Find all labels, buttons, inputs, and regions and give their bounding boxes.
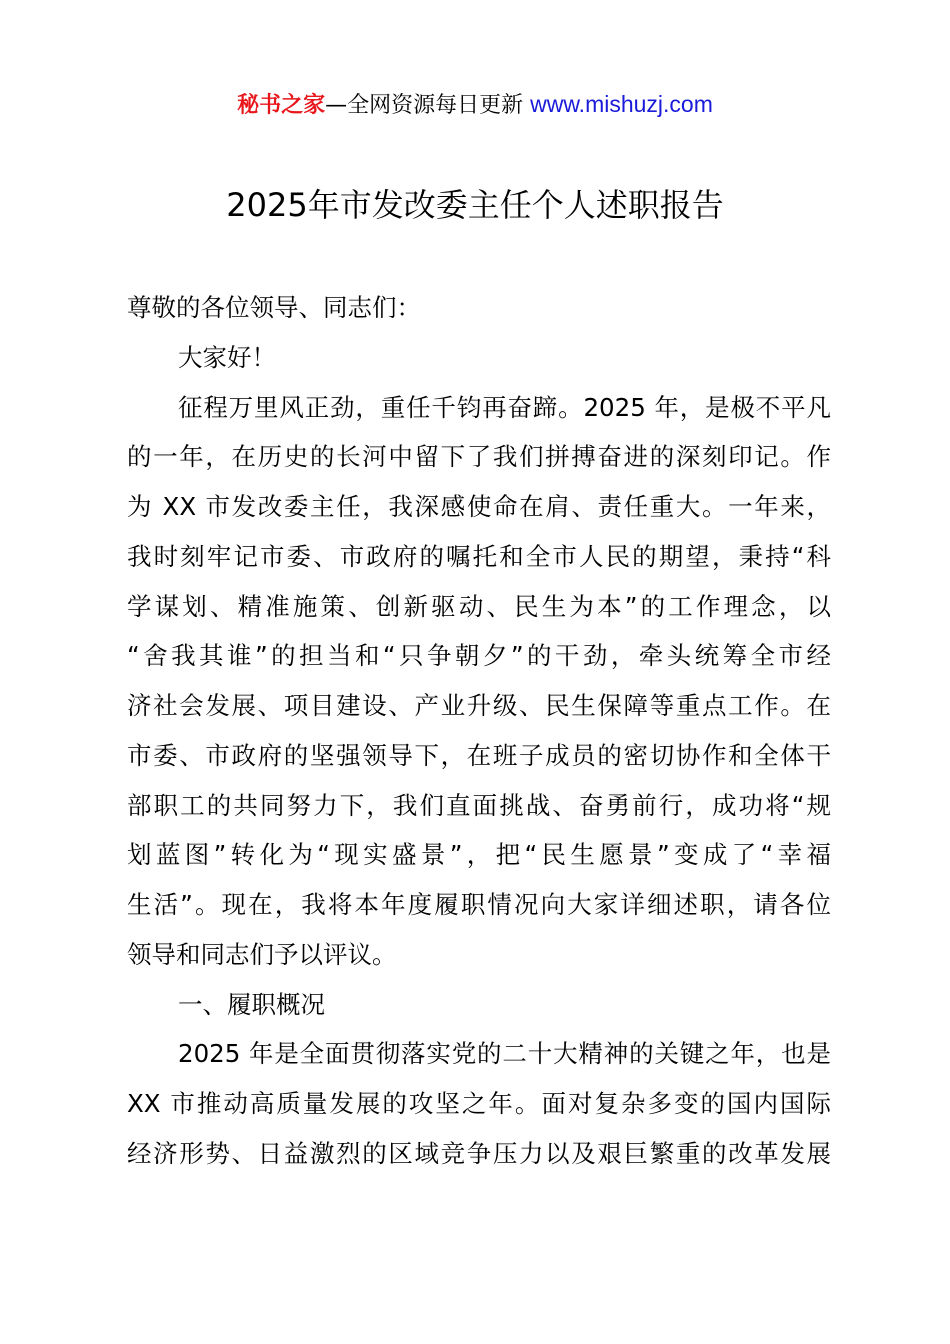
watermark-header [0, 88, 950, 122]
text-line: 济社会发展、项目建设、产业升级、民生保障等重点工作。在 [127, 691, 831, 720]
text-line: 学谋划、精准施策、创新驱动、民生为本”的工作理念，以 [127, 591, 831, 621]
document-title: 2025年市发改委主任个人述职报告 [226, 186, 724, 224]
slogan: —全网资源每日更新 [325, 93, 531, 118]
text-line: 征程万里风正劲，重任千钧再奋蹄。2025 年，是极不平凡 [178, 392, 831, 422]
text-line: 的一年，在历史的长河中留下了我们拼搏奋进的深刻印记。作 [127, 442, 831, 472]
text-line: 市委、市政府的坚强领导下，在班子成员的密切协作和全体干 [127, 740, 831, 770]
brand-name: 秘书之家 [237, 93, 326, 118]
text-line: 生活”。现在，我将本年度履职情况向大家详细述职，请各位 [127, 890, 831, 919]
text-line: “舍我其谁”的担当和“只争朝夕”的干劲，牵头统筹全市经 [127, 641, 831, 671]
text-line: 我时刻牢记市委、市政府的嘱托和全市人民的期望，秉持“科 [127, 541, 831, 571]
text-line: 大家好！ [178, 342, 276, 372]
text-line: 2025 年是全面贯彻落实党的二十大精神的关键之年，也是 [178, 1039, 831, 1069]
site-url[interactable]: www.mishuzj.com [530, 91, 713, 117]
text-line: 领导和同志们予以评议。 [127, 939, 397, 969]
text-line: XX 市推动高质量发展的攻坚之年。面对复杂多变的国内国际 [127, 1089, 831, 1118]
text-line: 经济形势、日益激烈的区域竞争压力以及艰巨繁重的改革发展 [127, 1138, 831, 1168]
text-line: 一、履职概况 [178, 989, 325, 1019]
document-body [127, 283, 831, 1179]
text-line: 为 XX 市发改委主任，我深感使命在肩、责任重大。一年来， [127, 492, 831, 521]
text-line: 划蓝图”转化为“现实盛景”，把“民生愿景”变成了“幸福 [127, 840, 831, 870]
text-line: 部职工的共同努力下，我们直面挑战、奋勇前行，成功将“规 [127, 790, 831, 820]
text-line: 尊敬的各位领导、同志们： [127, 293, 421, 322]
